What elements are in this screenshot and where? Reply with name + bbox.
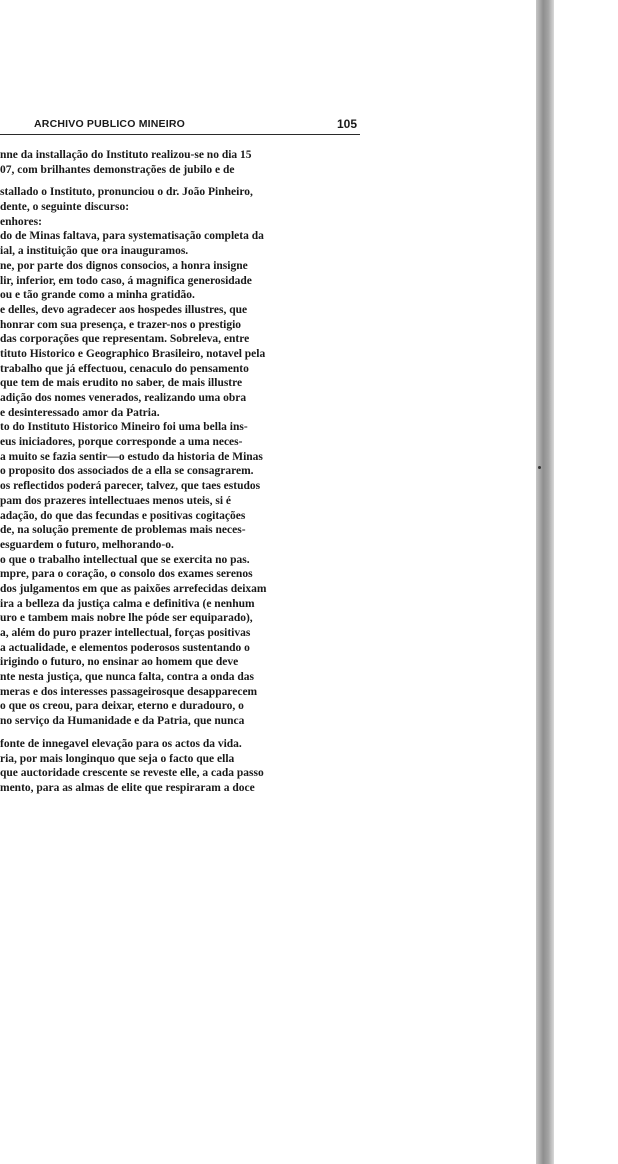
text-line: stallado o Instituto, pronunciou o dr. João Pinheiro, bbox=[0, 186, 253, 199]
text-line: ria, por mais longinquo que seja o facto que ella bbox=[0, 752, 235, 765]
text-line: to do Instituto Historico Mineiro foi uma bella ins- bbox=[0, 421, 248, 434]
paragraph-gap bbox=[0, 177, 364, 185]
text-line: pam dos prazeres intellectuaes menos uteis, si é bbox=[0, 494, 232, 507]
running-title: ARCHIVO PUBLICO MINEIRO bbox=[34, 118, 186, 130]
text-line: nne da installação do Instituto realizou-se no dia 15 bbox=[0, 149, 252, 161]
text-line: a actualidade, e elementos poderosos sustentando o bbox=[0, 641, 250, 654]
text-line: ou e tão grande como a minha gratidão. bbox=[0, 289, 195, 302]
text-line: do de Minas faltava, para systematisação completa da bbox=[0, 230, 264, 243]
text-line: uro e tambem mais nobre lhe póde ser equiparado), bbox=[0, 612, 253, 625]
text-line: enhores: bbox=[0, 215, 42, 228]
text-line: dos julgamentos em que as paixões arrefecidas deixam bbox=[0, 582, 267, 595]
text-line: fonte de innegavel elevação para os actos da vida. bbox=[0, 737, 242, 750]
header-rule bbox=[0, 134, 360, 135]
body-text bbox=[0, 148, 364, 796]
page-number: 105 bbox=[337, 117, 358, 131]
text-line: trabalho que já effectuou, cenaculo do pensamento bbox=[0, 362, 249, 375]
book-spine-shadow bbox=[536, 0, 554, 1164]
text-line: ial, a instituição que ora inauguramos. bbox=[0, 245, 189, 258]
text-line: ne, por parte dos dignos consocios, a honra insigne bbox=[0, 259, 248, 272]
text-line: honrar com sua presença, e trazer-nos o prestigio bbox=[0, 318, 242, 331]
text-line: de, na solução premente de problemas mais neces- bbox=[0, 524, 246, 537]
paragraph-gap bbox=[0, 729, 364, 737]
text-line: tituto Historico e Geographico Brasileiro, notavel pela bbox=[0, 347, 266, 360]
text-line: a muito se fazia sentir—o estudo da historia de Minas bbox=[0, 450, 263, 463]
text-line: meras e dos interesses passageirosque desapparecem bbox=[0, 685, 258, 698]
spine-mark bbox=[538, 466, 541, 469]
text-line: mento, para as almas de elite que respiraram a doce bbox=[0, 781, 255, 794]
text-line: eus iniciadores, porque corresponde a uma neces- bbox=[0, 436, 243, 449]
text-line: o que os creou, para deixar, eterno e duradouro, o bbox=[0, 700, 244, 713]
running-header bbox=[0, 118, 360, 134]
text-line: e delles, devo agradecer aos hospedes illustres, que bbox=[0, 303, 248, 316]
text-line: que auctoridade crescente se reveste elle, a cada passo bbox=[0, 767, 264, 780]
text-line: adição dos nomes venerados, realizando uma obra bbox=[0, 392, 247, 404]
text-line: que tem de mais erudito no saber, de mais illustre bbox=[0, 377, 243, 390]
text-line: irigindo o futuro, no ensinar ao homem que deve bbox=[0, 656, 239, 669]
text-line: dente, o seguinte discurso: bbox=[0, 201, 130, 214]
text-line: das corporações que representam. Sobreleva, entre bbox=[0, 333, 250, 346]
text-line: a, além do puro prazer intellectual, forças positivas bbox=[0, 627, 251, 639]
text-line: no serviço da Humanidade e da Patria, que nunca bbox=[0, 715, 245, 728]
text-line: os reflectidos poderá parecer, talvez, que taes estudos bbox=[0, 480, 261, 493]
text-line: lir, inferior, em todo caso, á magnifica generosidade bbox=[0, 274, 252, 287]
text-line: adação, do que das fecundas e positivas cogitações bbox=[0, 509, 246, 522]
text-line: o proposito dos associados de a ella se consagrarem. bbox=[0, 465, 254, 478]
text-line: nte nesta justiça, que nunca falta, contra a onda das bbox=[0, 671, 254, 684]
text-line: ira a belleza da justiça calma e definitiva (e nenhum bbox=[0, 597, 255, 610]
text-line: esguardem o futuro, melhorando-o. bbox=[0, 538, 174, 551]
text-line: mpre, para o coração, o consolo dos exames serenos bbox=[0, 568, 253, 581]
text-line: e desinteressado amor da Patria. bbox=[0, 406, 160, 419]
text-line: o que o trabalho intellectual que se exercita no pas. bbox=[0, 553, 250, 566]
text-line: 07, com brilhantes demonstrações de jubilo e de bbox=[0, 163, 235, 176]
